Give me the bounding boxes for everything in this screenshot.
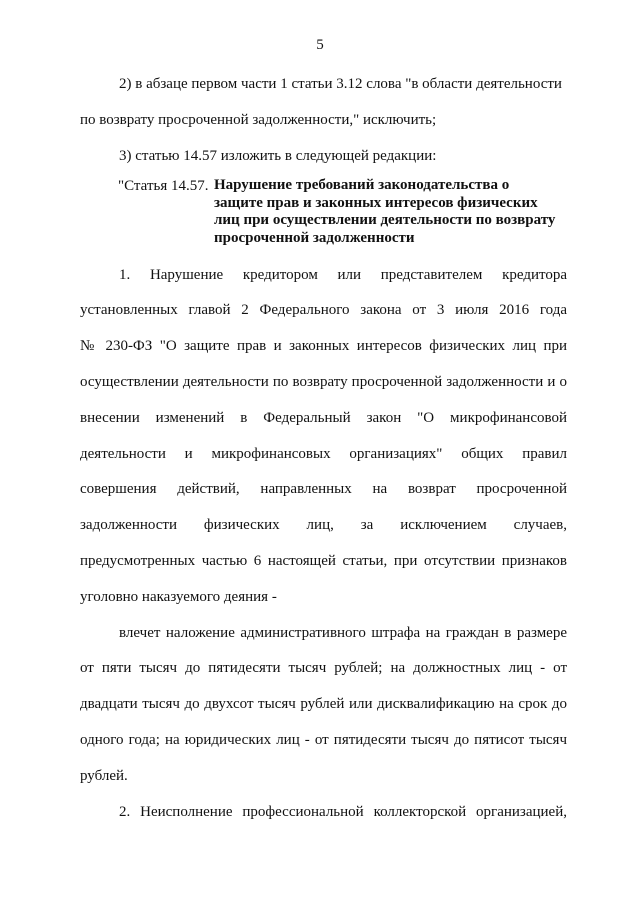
paragraph-line: от пяти тысяч до пятидесяти тысяч рублей; на должностных лиц - от bbox=[80, 660, 567, 676]
paragraph-line: одного года; на юридических лиц - от пятидесяти тысяч до пятисот тысяч bbox=[80, 732, 567, 748]
article-title-line: Нарушение требований законодательства о bbox=[214, 177, 510, 193]
article-title-line: просроченной задолженности bbox=[214, 229, 415, 246]
paragraph-line: деятельности и микрофинансовых организациях" общих правил bbox=[80, 446, 567, 462]
article-title-line: лиц при осуществлении деятельности по возврату bbox=[214, 212, 556, 228]
paragraph-line: № 230-ФЗ "О защите прав и законных интересов физических лиц при bbox=[80, 338, 567, 354]
page-number: 5 bbox=[316, 37, 324, 53]
paragraph-line: 1. Нарушение кредитором или представителем кредитора bbox=[119, 267, 567, 283]
paragraph-line: 2) в абзаце первом части 1 статьи 3.12 слова "в области деятельности bbox=[119, 76, 562, 92]
article-title bbox=[214, 177, 574, 247]
paragraph-line: двадцати тысяч до двухсот тысяч рублей или дисквалификацию на срок до bbox=[80, 696, 567, 712]
paragraph-line: рублей. bbox=[80, 768, 128, 784]
paragraph-line: осуществлении деятельности по возврату просроченной задолженности и о bbox=[80, 374, 567, 390]
paragraph-line: задолженности физических лиц, за исключением случаев, bbox=[80, 517, 567, 533]
paragraph-line: предусмотренных частью 6 настоящей статьи, при отсутствии признаков bbox=[80, 553, 567, 569]
paragraph-line: влечет наложение административного штрафа на граждан в размере bbox=[119, 625, 567, 641]
paragraph-line: 2. Неисполнение профессиональной коллекторской организацией, bbox=[119, 804, 567, 820]
article-title-line: защите прав и законных интересов физических bbox=[214, 194, 538, 211]
paragraph-line: уголовно наказуемого деяния - bbox=[80, 589, 277, 605]
article-label: "Статья 14.57. bbox=[118, 178, 209, 194]
paragraph-line: установленных главой 2 Федерального закона от 3 июля 2016 года bbox=[80, 302, 567, 318]
paragraph-line: по возврату просроченной задолженности," исключить; bbox=[80, 112, 437, 128]
paragraph-line: совершения действий, направленных на возврат просроченной bbox=[80, 481, 567, 497]
paragraph-line: внесении изменений в Федеральный закон "О микрофинансовой bbox=[80, 410, 567, 426]
paragraph-line: 3) статью 14.57 изложить в следующей редакции: bbox=[119, 148, 437, 164]
